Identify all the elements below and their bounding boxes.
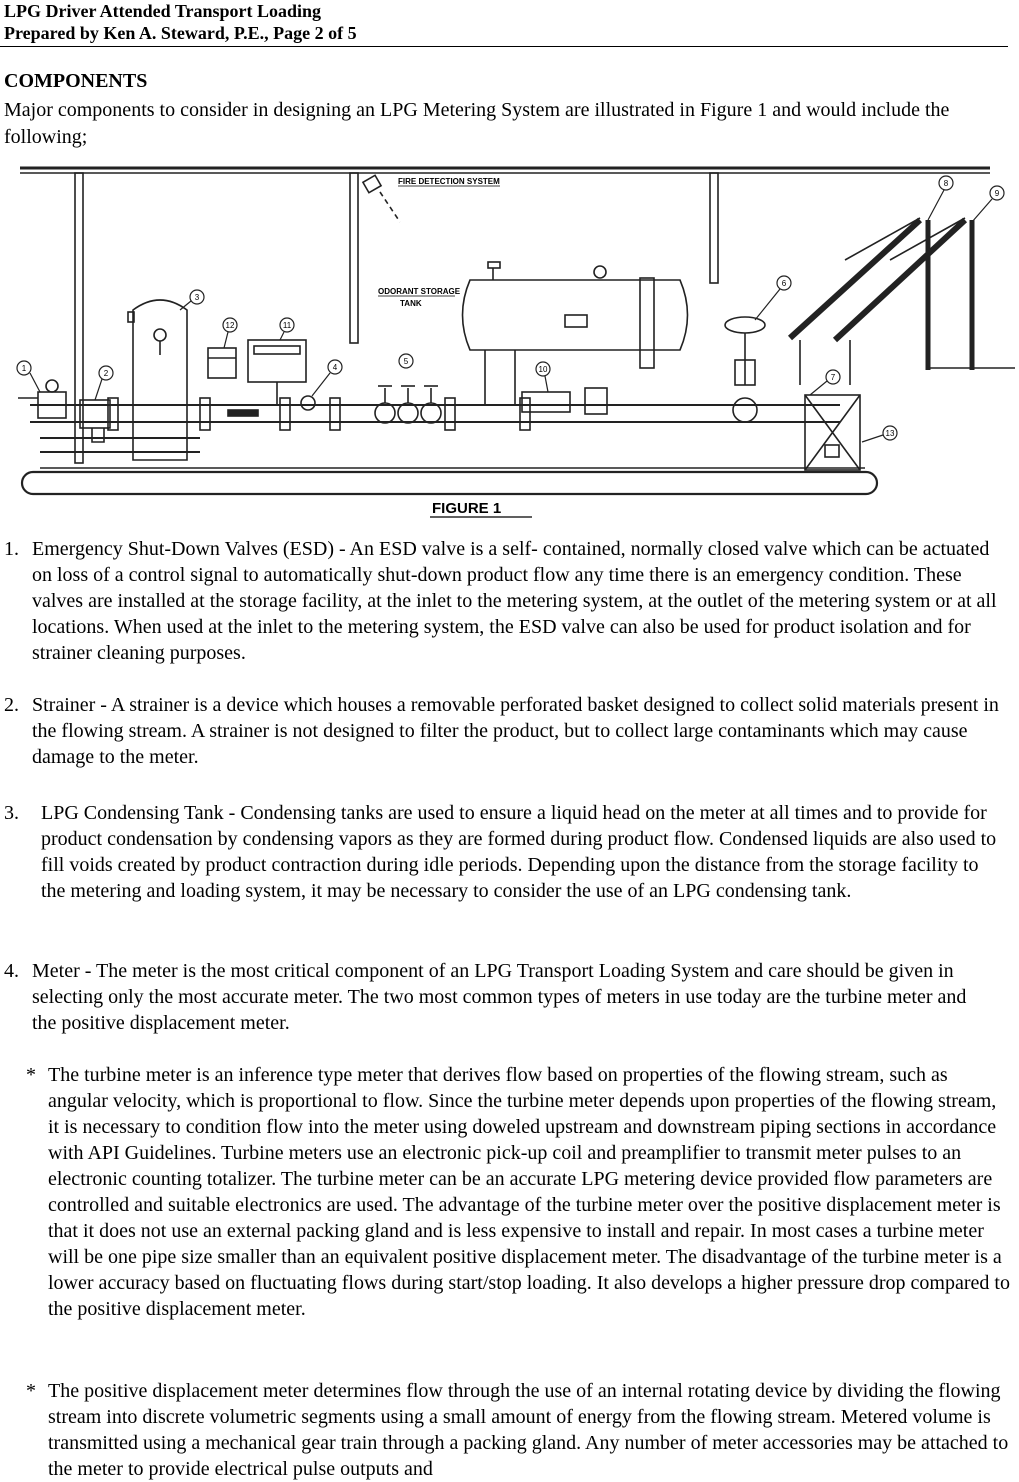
item-text: Meter - The meter is the most critical component of an LPG Transport Loading System and care should be given in selecting only the most accurate meter. The two most common types of meters in use today are the turbine meter and the positive displacement meter.: [32, 960, 967, 1034]
bullet-text: The turbine meter is an inference type meter that derives flow based on properties of the flowing stream, such as angular velocity, which is proportional to flow. Since the turbine meter depends upon properties of the flowing stream, it is necessary to condition flow into the meter using doweled upstream and downstream piping sections in accordance with API Guidelines. Turbine meters use an electronic pick-up coil and preamplifier to transmit meter pulses to an electronic counting totalizer. The turbine meter can be an accurate LPG metering device provided flow parameters are controlled and suitable electronics are used. The advantage of the turbine meter over the positive displacement meter is that it does not use an external packing gland and is less expensive to install and repair. In most cases a turbine meter will be one pipe size smaller than an equivalent positive displacement meter. The disadvantage of the turbine meter is a lower accuracy based on fluctuating flows during start/stop loading. It also develops a higher pressure drop compared to the positive displacement meter.: [48, 1064, 1010, 1320]
callout-3: 3: [194, 293, 200, 302]
header-subtitle: Prepared by Ken A. Steward, P.E., Page 2 of 5: [4, 23, 357, 43]
figure-1-diagram: [0, 160, 1019, 522]
figure-caption: FIGURE 1: [432, 500, 502, 517]
filter-box: [522, 388, 607, 414]
item-number: 3.: [4, 802, 19, 824]
header-divider: [0, 46, 1008, 47]
intro-paragraph: Major components to consider in designing an LPG Metering System are illustrated in Figure 1 and would include the following;: [4, 99, 950, 148]
bullet-marker: *: [26, 1380, 36, 1402]
meter: [301, 396, 315, 410]
callout-13: 13: [885, 429, 895, 438]
label-fire-detection: FIRE DETECTION SYSTEM: [398, 177, 500, 186]
electronic-totalizer: [248, 340, 306, 405]
label-odorant-tank: TANK: [400, 299, 422, 308]
callout-markers: [17, 176, 1004, 442]
callout-11: 11: [282, 321, 292, 330]
callout-9: 9: [994, 189, 1000, 198]
callout-1: 1: [21, 364, 27, 373]
callout-2: 2: [103, 369, 109, 378]
bullet-text: The positive displacement meter determines flow through the use of an internal rotating device by dividing the flowing stream into discrete volumetric segments using a small amount of energy from the flowing stream. Metered volume is transmitted using a mechanical gear train through a packing gland. Any number of meter accessories may be attached to the meter to provide electrical pulse outputs and: [48, 1380, 1009, 1480]
label-odorant-storage: ODORANT STORAGE: [378, 287, 461, 296]
esd-valve: [18, 380, 66, 418]
odorant-storage-tank: [463, 262, 688, 405]
callout-4: 4: [332, 363, 338, 372]
callout-10: 10: [538, 365, 548, 374]
loading-arms: [790, 218, 1015, 385]
support-frame: [805, 395, 860, 470]
callout-12: 12: [225, 321, 235, 330]
item-number: 4.: [4, 960, 19, 982]
canopy-structure: [20, 168, 990, 463]
item-text: Emergency Shut-Down Valves (ESD) - An ESD valve is a self- contained, normally closed valve which can be actuated on loss of a control signal to automatically shut-down product flow any time there is an emergency condition. These valves are installed at the storage facility, at the inlet to the metering system, at the outlet of the metering system or at all locations. When used at the inlet to the metering system, the ESD valve can also be used for product isolation and for strainer cleaning purposes.: [32, 538, 997, 664]
callout-7: 7: [830, 373, 836, 382]
condensing-tank: [128, 300, 187, 460]
main-piping: [30, 398, 840, 452]
page-header: [4, 0, 1009, 44]
callout-6: 6: [781, 279, 787, 288]
item-number: 2.: [4, 694, 19, 716]
callout-5: 5: [403, 357, 409, 366]
callout-8: 8: [943, 179, 949, 188]
item-text: LPG Condensing Tank - Condensing tanks are used to ensure a liquid head on the meter at all times and to provide for product condensation by condensing vapors as they are formed during product flow. Condensed liquids are also used to fill voids created by product contraction during idle periods. Depending upon the distance from the storage facility to the metering and loading system, it may be necessary to consider the use of an LPG condensing tank.: [41, 802, 997, 902]
control-valve: [725, 317, 765, 422]
section-title: COMPONENTS: [4, 70, 148, 92]
header-title: LPG Driver Attended Transport Loading: [4, 1, 322, 21]
bullet-marker: *: [26, 1064, 36, 1086]
fire-detector: [363, 175, 400, 222]
item-number: 1.: [4, 538, 19, 560]
odorant-pump: [208, 348, 236, 378]
item-text: Strainer - A strainer is a device which houses a removable perforated basket designed to collect solid materials present in the flowing stream. A strainer is not designed to filter the product, but to collect large contaminants which may cause damage to the meter.: [32, 694, 999, 768]
skid-base: [22, 468, 877, 494]
